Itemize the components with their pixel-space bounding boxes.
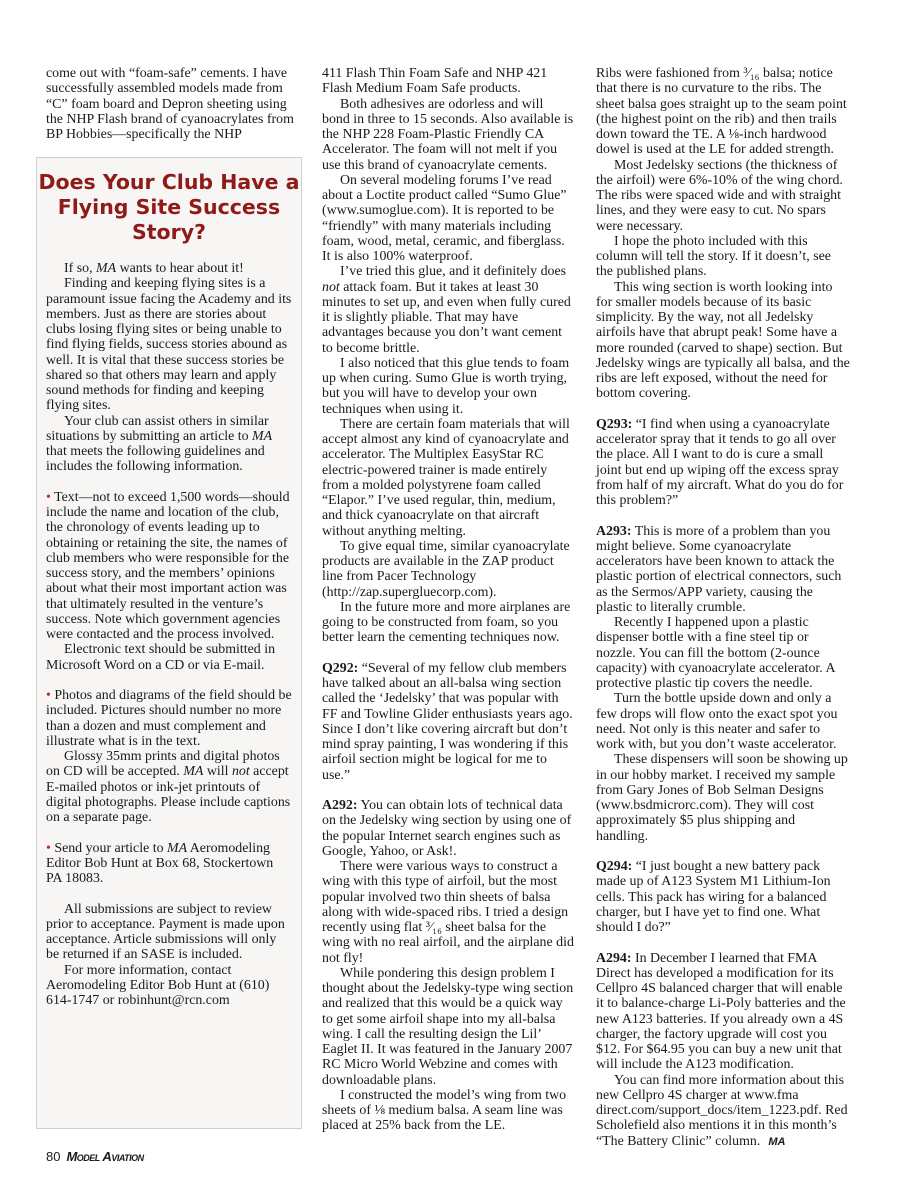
question-answer-label: A294:: [596, 950, 632, 966]
qa-paragraph: [596, 859, 850, 935]
text-run: If so,: [64, 261, 97, 276]
text-run: accept E-mailed photos or ink-jet printouts of digital photographs. Please include captions on a separate page.: [46, 764, 291, 825]
paragraph: [322, 264, 574, 356]
paragraph: [46, 963, 292, 1009]
text-run: “Several of my fellow club members have talked about an all-balsa wing section called the ‘Jedelsky’ that was popular with FF and Towline Glider enthusiasts years ago. Since I don’t like covering aircraft but don’t mind spray painting, I was wondering if this airfoil section might be logical for me to use.”: [322, 660, 573, 783]
paragraph: [596, 280, 850, 402]
text-run: Recently I happened upon a plastic dispenser bottle with a fine steel tip or nozzle. You can fill the bottom (2-ounce capacity) with cyanoacrylate accelerator. A protective plastic tip covers the needle.: [596, 615, 835, 691]
text-run: Ribs were fashioned from ³⁄₁₆ balsa; notice that there is no curvature to the ribs. The sheet balsa goes straight up to the seam point (the highest point on the rib) and then trails down toward the TE. A ⅛-inch hardwood dowel is used at the LE for added strength.: [596, 66, 847, 158]
question-answer-label: A292:: [322, 798, 358, 813]
page-footer: [46, 1149, 144, 1164]
text-run: will: [203, 764, 232, 780]
text-run: 411 Flash Thin Foam Safe and NHP 421 Flash Medium Foam Safe products.: [322, 66, 548, 97]
sidebar-title: Does Your Club Have a Flying Site Success Story?: [38, 170, 300, 244]
text-run: I’ve tried this glue, and it definitely does: [340, 264, 567, 280]
paragraph: [596, 752, 850, 844]
text-run: You can obtain lots of technical data on the Jedelsky wing section by using one of the popular Internet search engines such as Google, Yahoo, or Ask!.: [322, 798, 572, 859]
italic-text: MA: [96, 261, 117, 276]
paragraph: [596, 66, 850, 158]
column-right: [596, 66, 850, 1150]
text-run: that meets the following guidelines and includes the following information.: [46, 444, 265, 475]
text-run: Aeromodeling Editor Bob Hunt at Box 68, Stockertown PA 18083.: [46, 840, 274, 886]
column-middle: [322, 66, 574, 1134]
text-run: come out with “foam-safe” cements. I have successfully assembled models made from “C” foam board and Depron sheeting using the NHP Flash brand of cyanoacrylates from BP Hobbies—specifically the NHP: [46, 66, 294, 142]
paragraph: [46, 642, 292, 673]
question-answer-label: Q292:: [322, 660, 359, 676]
italic-text: MA: [183, 764, 204, 780]
paragraph: [322, 97, 574, 173]
bullet-icon: •: [46, 840, 51, 856]
text-run: Your club can assist others in similar situations by submitting an article to: [46, 413, 269, 444]
question-answer-label: Q294:: [596, 859, 633, 874]
text-run: Most Jedelsky sections (the thickness of the airfoil) were 6%-10% of the wing chord. The ribs were spaced wide and with straight lines, and they were easy to cut. No spars were necessary.: [596, 157, 843, 234]
text-run: wants to hear about it!: [116, 261, 244, 276]
text-run: Both adhesives are odorless and will bond in three to 15 seconds. Also available is the NHP 228 Foam-Plastic Friendly CA Accelerator. The foam will not melt if you use this brand of cyanoacrylate cements.: [322, 96, 574, 173]
page-number: 80: [46, 1149, 61, 1164]
qa-paragraph: [596, 524, 850, 616]
text-run: Glossy 35mm prints and digital photos on CD will be accepted.: [46, 749, 280, 780]
bullet-icon: •: [46, 688, 51, 703]
paragraph: [596, 1073, 850, 1150]
column-left: [46, 66, 298, 142]
text-run: For more information, contact Aeromodeling Editor Bob Hunt at (610) 614-1747 or robinhunt@rcn.com: [46, 962, 270, 1008]
text-run: Finding and keeping flying sites is a paramount issue facing the Academy and its members. Just as there are stories about clubs losing flying sites or being unable to find flying fields, success stories abound as well. It is vital that these success stories be shared so that others may learn and apply sound methods for finding and keeping flying sites.: [46, 276, 292, 414]
question-answer-label: Q293:: [596, 416, 633, 432]
italic-text: not: [231, 764, 250, 780]
text-run: Electronic text should be submitted in Microsoft Word on a CD or via E-mail.: [46, 642, 276, 673]
qa-paragraph: [596, 951, 850, 1073]
text-run: There were various ways to construct a wing with this type of airfoil, but the most popular involved two thin sheets of balsa along with wide-spaced ribs. I tried a design recently using flat ³⁄₁₆ sheet balsa for the wing with no real airfoil, and the airplane did not fly!: [322, 859, 574, 966]
sidebar-box-flying-site: [36, 157, 302, 1129]
text-run: Turn the bottle upside down and only a few drops will flow onto the exact spot you need. Not only is this neater and safer to work with, but you don’t waste accelerator.: [596, 691, 838, 752]
paragraph: [322, 539, 574, 600]
italic-text: MA: [167, 840, 188, 856]
text-run: To give equal time, similar cyanoacrylate products are available in the ZAP product line from Pacer Technology (http://zap.supergluecorp.com).: [322, 538, 570, 600]
qa-paragraph: [322, 661, 574, 783]
paragraph: [322, 966, 574, 1088]
text-run: “I find when using a cyanoacrylate accelerator spray that it tends to go all over the place. All I want to do is cure a small joint but end up wiping off the excess spray from half of my aircraft. What do you do for this problem?”: [596, 416, 844, 508]
question-answer-label: A293:: [596, 523, 632, 539]
paragraph: [46, 276, 292, 413]
bullet-paragraph: [46, 841, 292, 887]
bullet-icon: •: [46, 489, 51, 505]
sidebar-body: [37, 261, 301, 1008]
text-run: All submissions are subject to review prior to acceptance. Payment is made upon acceptance. Article submissions will only be returned if an SASE is included.: [46, 901, 285, 963]
text-run: “I just bought a new battery pack made up of A123 System M1 Lithium-Ion cells. This pack has wiring for a balanced charger, but I have yet to find one. What should I do?”: [596, 859, 831, 935]
paragraph: [322, 66, 574, 97]
bullet-paragraph: [46, 688, 292, 749]
text-run: I also noticed that this glue tends to foam up when curing. Sumo Glue is worth trying, but you will have to develop your own techniques when using it.: [322, 355, 570, 417]
qa-paragraph: [322, 798, 574, 859]
paragraph: [322, 173, 574, 265]
paragraph: [46, 261, 292, 276]
text-run: In December I learned that FMA Direct has developed a modification for its Cellpro 4S balanced charger that will enable it to balance-charge Li-Poly batteries and the new A123 batteries. If you already own a 4S charger, the factory upgrade will cost you $12. For $64.95 you can buy a new unit that will include the A123 modification.: [596, 950, 846, 1073]
end-mark-logo: MA: [768, 1135, 786, 1148]
italic-text: not: [322, 279, 340, 295]
text-run: attack foam. But it takes at least 30 minutes to set up, and even when fully cured it is slightly pliable. That may have advantages because you don’t want cement to become brittle.: [322, 279, 571, 356]
magazine-name: Model Aviation: [66, 1149, 144, 1164]
text-run: These dispensers will soon be showing up in our hobby market. I received my sample from Gary Jones of Bob Selman Designs (www.bsdmicrorc.com). They will cost approximately $5 plus shipping and handling.: [596, 752, 848, 844]
paragraph: [322, 600, 574, 646]
text-run: You can find more information about this new Cellpro 4S charger at www.fma direct.com/support_docs/item_1223.pdf. Red Scholefield also mentions it in this month’s “The Battery Clinic” column.: [596, 1072, 848, 1149]
paragraph: [46, 66, 298, 142]
text-run: There are certain foam materials that will accept almost any kind of cyanoacrylate and accelerator. The Multiplex EasyStar RC electric-powered trainer is made entirely from a molded polystyrene foam called “Elapor.” I’ve used regular, thin, medium, and thick cyanoacrylate on that aircraft without anything melting.: [322, 416, 570, 539]
paragraph: [596, 615, 850, 691]
paragraph: [322, 417, 574, 539]
paragraph: [46, 414, 292, 475]
paragraph: [46, 749, 292, 825]
text-run: This is more of a problem than you might believe. Some cyanoacrylate accelerators have been known to attack the plastic portion of electrical connectors, such as the Sermos/APP variety, causing the plastic to literally crumble.: [596, 523, 842, 615]
text-run: I hope the photo included with this column will tell the story. If it doesn’t, see the published plans.: [596, 233, 831, 280]
paragraph: [322, 859, 574, 966]
text-run: I constructed the model’s wing from two sheets of ⅛ medium balsa. A seam line was placed at 25% back from the LE.: [322, 1087, 567, 1134]
paragraph: [596, 234, 850, 280]
text-run: Send your article to: [50, 840, 167, 856]
text-run: This wing section is worth looking into for smaller models because of its basic simplicity. By the way, not all Jedelsky airfoils have that abrupt peak! Some have a more rounded (carved to shape) section. But Jedelsky wings are typically all balsa, and the ribs are left exposed, without the need for bottom covering.: [596, 279, 850, 402]
paragraph: [596, 158, 850, 234]
text-run: On several modeling forums I’ve read about a Loctite product called “Sumo Glue” (www.sumoglue.com). It is reported to be “friendly” with many materials including foam, wood, metal, ceramic, and fiberglass. It is also 100% waterproof.: [322, 172, 567, 264]
qa-paragraph: [596, 417, 850, 509]
paragraph: [46, 902, 292, 963]
text-run: Text—not to exceed 1,500 words—should include the name and location of the club, the chronology of events leading up to obtaining or retaining the site, the names of club members who were responsible for the success story, and the members’ opinions about what their most important action was that ultimately resulted in the venture’s success. Note which government agencies were contacted and the process involved.: [46, 489, 290, 642]
paragraph: [596, 691, 850, 752]
italic-text: MA: [252, 428, 273, 444]
paragraph: [322, 1088, 574, 1134]
bullet-paragraph: [46, 490, 292, 643]
paragraph: [322, 356, 574, 417]
text-run: While pondering this design problem I thought about the Jedelsky-type wing section and realized that this would be a quick way to get some airfoil shape into my all-balsa wing. I call the resulting design the Lil’ Eaglet II. It was featured in the January 2007 RC Micro World Webzine and comes with downloadable plans.: [322, 965, 574, 1088]
text-run: Photos and diagrams of the field should be included. Pictures should number no more than a dozen and must complement and illustrate what is in the text.: [46, 688, 292, 749]
text-run: In the future more and more airplanes are going to be constructed from foam, so you better learn the cementing techniques now.: [322, 599, 571, 646]
